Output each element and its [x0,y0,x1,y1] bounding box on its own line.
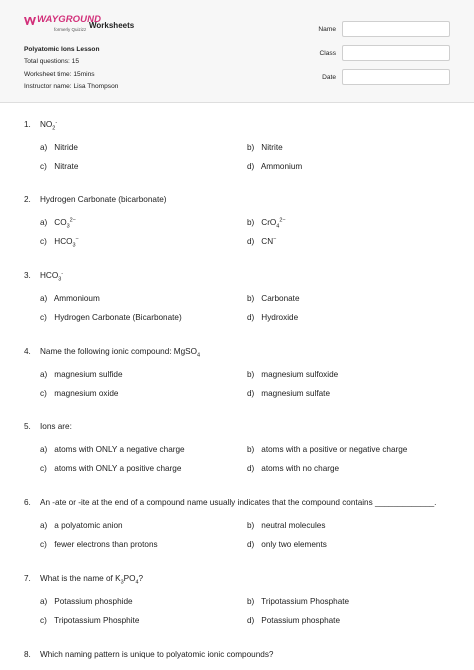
answer-option-d[interactable] [247,389,330,398]
option-letter: c) [40,464,47,473]
name-field[interactable] [342,21,450,37]
option-text: Potassium phosphide [52,597,133,606]
option-letter: a) [40,521,48,530]
class-label: Class [319,50,336,57]
question-text: Name the following ionic compound: MgSO$_4$ [40,347,201,359]
question-text: $HCO_3^-$ [40,270,64,283]
answer-option-d[interactable] [247,464,339,473]
answer-option-b[interactable] [247,521,325,530]
option-letter: b) [247,370,255,379]
question-text: What is the name of $K_3PO_4$? [40,574,144,586]
question-number: 8. [24,650,31,659]
answer-option-a[interactable] [40,217,76,230]
question-text: Ions are: [40,422,72,431]
option-letter: b) [247,294,255,303]
option-letter: c) [40,540,47,549]
option-text: magnesium oxide [52,389,119,398]
option-text: Ammonium [259,162,303,171]
option-text: atoms with a positive or negative charge [259,445,408,454]
header-title: Worksheets [89,21,135,30]
option-letter: d) [247,540,255,549]
option-text: Potassium phosphate [259,616,341,625]
option-letter: a) [40,143,48,152]
option-text: fewer electrons than protons [52,540,158,549]
option-letter: a) [40,294,48,303]
lesson-title: Polyatomic Ions Lesson [24,46,100,53]
question-text: An -ate or -ite at the end of a compound name usually indicates that the compound contains _____________. [40,498,437,507]
option-text: atoms with ONLY a positive charge [52,464,182,473]
option-letter: b) [247,445,255,454]
option-letter: c) [40,162,47,171]
option-letter: c) [40,616,47,625]
option-text: Ammonioum [52,294,100,303]
option-letter: d) [247,313,255,322]
option-letter: a) [40,597,48,606]
option-text: magnesium sulfate [259,389,330,398]
question-text: Hydrogen Carbonate (bicarbonate) [40,195,167,204]
option-text: CN− [259,236,277,246]
option-letter: b) [247,597,255,606]
answer-option-a[interactable] [40,521,123,530]
option-text: CrO$_4^{2-}$ [259,217,286,230]
option-letter: d) [247,162,255,171]
option-letter: c) [40,313,47,322]
wayground-logo-icon [24,16,36,26]
date-field[interactable] [342,69,450,85]
answer-option-b[interactable] [247,370,338,379]
answer-option-d[interactable] [247,616,340,625]
option-letter: d) [247,237,255,246]
option-text: Nitrite [259,143,283,152]
answer-option-b[interactable] [247,217,286,230]
answer-option-c[interactable] [40,389,118,398]
worksheet-meta [24,44,118,93]
option-text: $HCO_3^-$ [52,236,79,249]
option-letter: c) [40,237,47,246]
answer-option-a[interactable] [40,597,133,606]
option-text: neutral molecules [259,521,326,530]
option-text: only two elements [259,540,327,549]
answer-option-d[interactable] [247,313,298,322]
name-label: Name [318,26,336,33]
option-text: Hydroxide [259,313,299,322]
option-letter: b) [247,143,255,152]
answer-option-a[interactable] [40,294,100,303]
answer-option-d[interactable] [247,237,276,246]
instructor-name: Instructor name: Lisa Thompson [24,82,119,90]
question-number: 1. [24,120,31,129]
answer-option-a[interactable] [40,143,78,152]
option-text: $CO_3^{2-}$ [52,217,76,230]
answer-option-c[interactable] [40,464,181,473]
logo-text: WAYGROUND [37,14,102,25]
question-text: $NO_2^-$ [40,119,58,132]
answer-option-b[interactable] [247,143,283,152]
answer-option-d[interactable] [247,540,327,549]
option-letter: a) [40,218,48,227]
option-text: atoms with no charge [259,464,340,473]
option-letter: c) [40,389,47,398]
option-letter: a) [40,370,48,379]
option-letter: a) [40,445,48,454]
question-number: 4. [24,347,31,356]
worksheet-header [0,0,474,103]
worksheet-time: Worksheet time: 15mins [24,70,95,78]
option-text: Tripotassium Phosphate [259,597,350,606]
answer-option-a[interactable] [40,370,123,379]
answer-option-c[interactable] [40,616,139,625]
answer-option-d[interactable] [247,162,302,171]
option-letter: b) [247,218,255,227]
date-label: Date [322,74,336,81]
option-text: Nitrate [52,162,79,171]
option-text: magnesium sulfide [52,370,123,379]
question-text: Which naming pattern is unique to polyatomic ionic compounds? [40,650,274,659]
option-letter: d) [247,389,255,398]
option-text: magnesium sulfoxide [259,370,339,379]
option-text: atoms with ONLY a negative charge [52,445,185,454]
class-field[interactable] [342,45,450,61]
question-number: 5. [24,422,31,431]
option-text: Hydrogen Carbonate (Bicarbonate) [52,313,182,322]
option-letter: d) [247,464,255,473]
answer-option-b[interactable] [247,597,349,606]
option-letter: b) [247,521,255,530]
question-number: 3. [24,271,31,280]
answer-option-c[interactable] [40,540,158,549]
total-questions: Total questions: 15 [24,58,79,66]
answer-option-b[interactable] [247,294,300,303]
question-number: 2. [24,195,31,204]
answer-option-b[interactable] [247,445,407,454]
answer-option-c[interactable] [40,313,182,322]
answer-option-c[interactable] [40,236,79,249]
answer-option-a[interactable] [40,445,185,454]
option-text: Nitride [52,143,78,152]
question-number: 7. [24,574,31,583]
answer-option-c[interactable] [40,162,78,171]
option-text: Tripotassium Phosphite [52,616,140,625]
logo-subtext: formerly Quizizz [54,27,87,32]
option-letter: d) [247,616,255,625]
option-text: Carbonate [259,294,300,303]
option-text: a polyatomic anion [52,521,123,530]
question-number: 6. [24,498,31,507]
